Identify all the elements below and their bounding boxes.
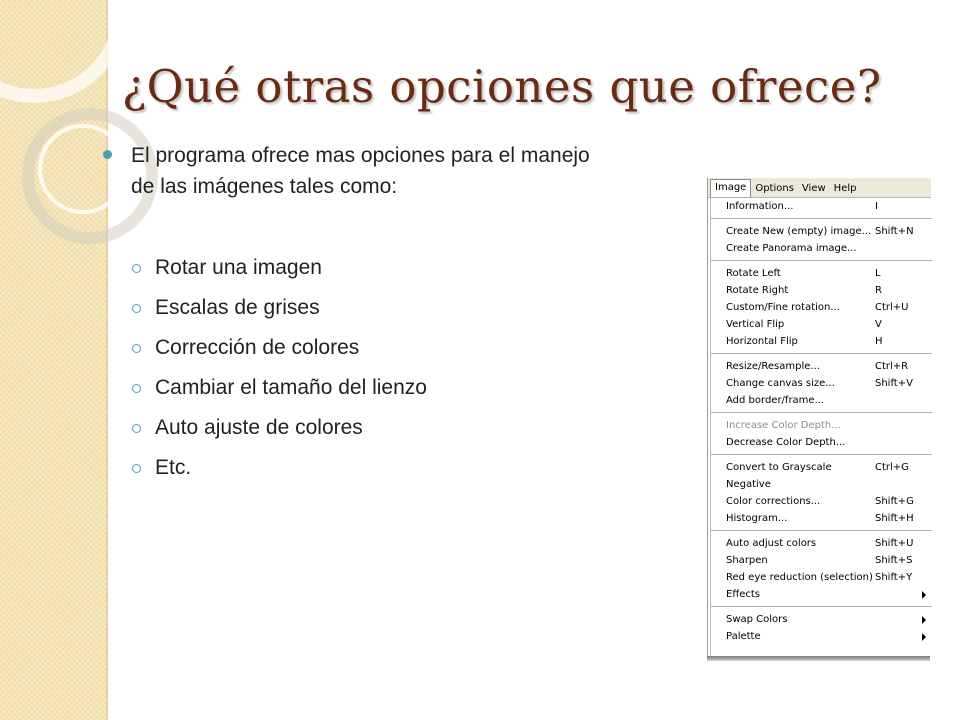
list-item bbox=[132, 248, 427, 288]
menu-item-label: Color corrections... bbox=[726, 496, 821, 507]
menu-item-label: Rotate Right bbox=[726, 285, 789, 296]
menu-item-label: Change canvas size... bbox=[726, 378, 835, 389]
list-item-text: Corrección de colores bbox=[155, 336, 360, 359]
options-list bbox=[132, 248, 427, 488]
list-item-text: Escalas de grises bbox=[155, 296, 320, 319]
menu-item[interactable] bbox=[711, 535, 932, 552]
slide-title: ¿Qué otras opciones que ofrece? bbox=[122, 60, 882, 113]
menu-separator bbox=[711, 218, 932, 219]
menu-separator bbox=[711, 606, 932, 607]
list-item-text: Cambiar el tamaño del lienzo bbox=[155, 376, 427, 399]
image-dropdown-menu bbox=[710, 198, 932, 658]
menu-tab-help[interactable]: Help bbox=[833, 183, 857, 194]
circle-bullet-icon bbox=[132, 464, 141, 473]
menu-item-label: Sharpen bbox=[726, 555, 768, 566]
list-item bbox=[132, 368, 427, 408]
circle-bullet-icon bbox=[132, 424, 141, 433]
menu-item[interactable] bbox=[711, 265, 932, 282]
menu-item-shortcut: Shift+G bbox=[875, 496, 914, 507]
menu-bar bbox=[708, 178, 931, 198]
menu-item-label: Create Panorama image... bbox=[726, 243, 857, 254]
menu-item-shortcut: V bbox=[875, 319, 882, 330]
menu-item[interactable] bbox=[711, 417, 932, 434]
menu-separator bbox=[711, 454, 932, 455]
menu-item-label: Horizontal Flip bbox=[726, 336, 798, 347]
submenu-arrow-icon bbox=[922, 616, 926, 624]
menu-separator bbox=[711, 412, 932, 413]
menu-item[interactable] bbox=[711, 476, 932, 493]
menu-item[interactable] bbox=[711, 434, 932, 451]
menu-item[interactable] bbox=[711, 459, 932, 476]
submenu-arrow-icon bbox=[922, 591, 926, 599]
menu-item[interactable] bbox=[711, 628, 932, 645]
menu-item-shortcut: Shift+U bbox=[875, 538, 914, 549]
menu-item-label: Negative bbox=[726, 479, 771, 490]
decorative-side-band bbox=[0, 0, 108, 720]
circle-bullet-icon bbox=[132, 264, 141, 273]
list-item-text: Rotar una imagen bbox=[155, 256, 322, 279]
menu-tab-view[interactable]: View bbox=[801, 183, 826, 194]
image-menu-screenshot bbox=[707, 178, 931, 660]
menu-item[interactable] bbox=[711, 493, 932, 510]
menu-item[interactable] bbox=[711, 552, 932, 569]
menu-tab-options[interactable]: Options bbox=[755, 183, 794, 194]
menu-item[interactable] bbox=[711, 240, 932, 257]
menu-item[interactable] bbox=[711, 375, 932, 392]
menu-item-shortcut: Shift+S bbox=[875, 555, 913, 566]
menu-item-label: Palette bbox=[726, 631, 761, 642]
menu-item-shortcut: Shift+N bbox=[875, 226, 914, 237]
list-item-text: Etc. bbox=[155, 456, 192, 479]
menu-item-shortcut: R bbox=[875, 285, 882, 296]
menu-item-label: Decrease Color Depth... bbox=[726, 437, 846, 448]
bullet-dot-icon bbox=[103, 150, 112, 159]
menu-separator bbox=[711, 530, 932, 531]
list-item bbox=[132, 288, 427, 328]
menu-item-label: Custom/Fine rotation... bbox=[726, 302, 840, 313]
menu-item-label: Vertical Flip bbox=[726, 319, 785, 330]
menu-item-shortcut: Shift+V bbox=[875, 378, 913, 389]
menu-item-label: Swap Colors bbox=[726, 614, 788, 625]
menu-item[interactable] bbox=[711, 198, 932, 215]
menu-item[interactable] bbox=[711, 223, 932, 240]
list-item bbox=[132, 328, 427, 368]
submenu-arrow-icon bbox=[922, 633, 926, 641]
menu-item-label: Convert to Grayscale bbox=[726, 462, 832, 473]
menu-item[interactable] bbox=[711, 392, 932, 409]
list-item bbox=[132, 448, 427, 488]
menu-item-label: Rotate Left bbox=[726, 268, 781, 279]
menu-item-label: Resize/Resample... bbox=[726, 361, 820, 372]
menu-item[interactable] bbox=[711, 282, 932, 299]
menu-item-label: Increase Color Depth... bbox=[726, 420, 841, 431]
circle-bullet-icon bbox=[132, 384, 141, 393]
menu-item[interactable] bbox=[711, 316, 932, 333]
list-item-text: Auto ajuste de colores bbox=[155, 416, 363, 439]
menu-item-shortcut: Shift+Y bbox=[875, 572, 913, 583]
menu-item-shortcut: I bbox=[875, 201, 878, 212]
menu-item-shortcut: L bbox=[875, 268, 881, 279]
menu-item-label: Create New (empty) image... bbox=[726, 226, 872, 237]
menu-item[interactable] bbox=[711, 586, 932, 603]
circle-bullet-icon bbox=[132, 304, 141, 313]
menu-item-label: Auto adjust colors bbox=[726, 538, 817, 549]
menu-item[interactable] bbox=[711, 569, 932, 586]
menu-item-shortcut: H bbox=[875, 336, 883, 347]
menu-item-shortcut: Ctrl+R bbox=[875, 361, 909, 372]
list-item bbox=[132, 408, 427, 448]
circle-bullet-icon bbox=[132, 344, 141, 353]
menu-item-shortcut: Shift+H bbox=[875, 513, 914, 524]
menu-item[interactable] bbox=[711, 333, 932, 350]
menu-item[interactable] bbox=[711, 358, 932, 375]
menu-item-label: Histogram... bbox=[726, 513, 788, 524]
menu-item[interactable] bbox=[711, 299, 932, 316]
menu-separator bbox=[711, 353, 932, 354]
intro-text: El programa ofrece mas opciones para el manejo de las imágenes tales como: bbox=[131, 144, 590, 198]
menu-item[interactable] bbox=[711, 510, 932, 527]
menu-item-label: Red eye reduction (selection) bbox=[726, 572, 873, 583]
menu-item-label: Effects bbox=[726, 589, 760, 600]
menu-item-label: Information... bbox=[726, 201, 794, 212]
menu-item-shortcut: Ctrl+U bbox=[875, 302, 909, 313]
menu-item[interactable] bbox=[711, 611, 932, 628]
menu-item-label: Add border/frame... bbox=[726, 395, 825, 406]
menu-bottom-shadow bbox=[707, 656, 930, 660]
menu-tab-image[interactable]: Image bbox=[710, 179, 751, 197]
menu-item-shortcut: Ctrl+G bbox=[875, 462, 909, 473]
menu-separator bbox=[711, 260, 932, 261]
